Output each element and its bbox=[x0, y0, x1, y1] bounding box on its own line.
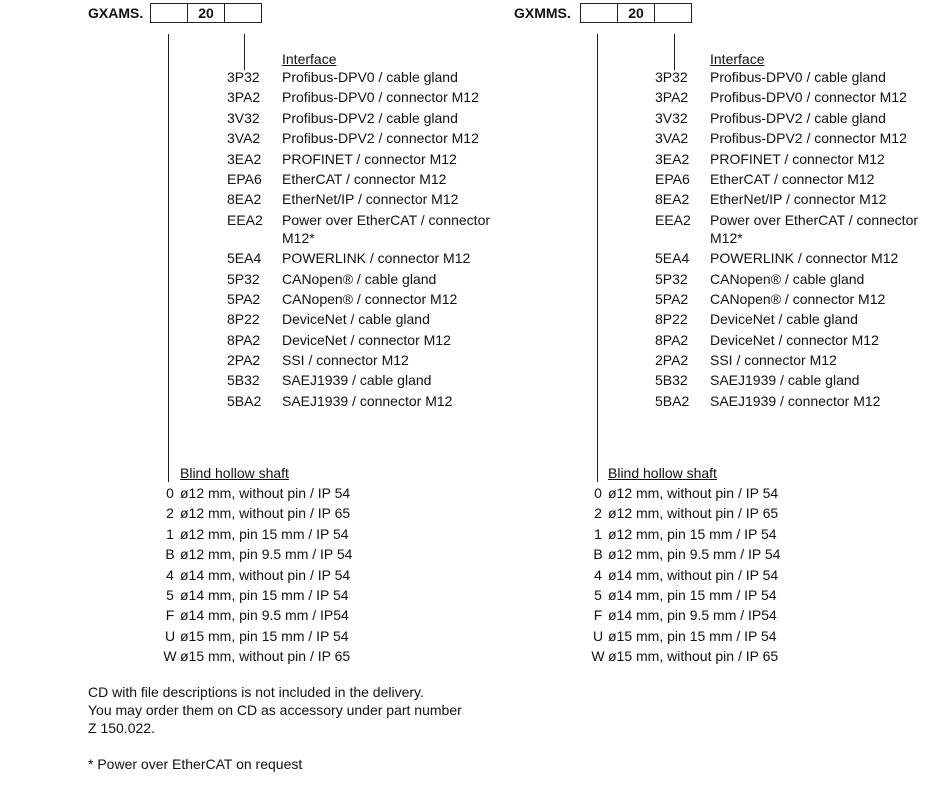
interface-option bbox=[655, 150, 920, 168]
option-code: 2 bbox=[594, 505, 602, 522]
option-desc: EtherNet/IP / connector M12 bbox=[282, 191, 459, 208]
option-code: 3VA2 bbox=[655, 130, 689, 147]
option-desc: Profibus-DPV2 / cable gland bbox=[282, 109, 458, 126]
option-desc: Profibus-DPV2 / cable gland bbox=[710, 109, 886, 126]
option-code: F bbox=[593, 607, 603, 624]
option-code: 5B32 bbox=[227, 372, 260, 389]
interface-option bbox=[655, 270, 920, 288]
option-code: 3EA2 bbox=[227, 150, 262, 167]
option-desc: ø14 mm, pin 9.5 mm / IP54 bbox=[608, 607, 777, 624]
option-code: 3P32 bbox=[227, 69, 260, 85]
option-desc: ø12 mm, pin 15 mm / IP 54 bbox=[608, 525, 777, 542]
shaft-option bbox=[588, 586, 780, 604]
option-desc: Profibus-DPV2 / connector M12 bbox=[710, 130, 907, 147]
shaft-option bbox=[160, 504, 352, 522]
order-field-2 bbox=[617, 3, 655, 23]
option-desc: CANopen® / cable gland bbox=[282, 270, 437, 287]
option-code: 5 bbox=[594, 586, 602, 603]
shaft-option bbox=[160, 545, 352, 563]
option-code: 2PA2 bbox=[227, 352, 261, 369]
option-code: U bbox=[592, 627, 604, 644]
option-code: 2PA2 bbox=[655, 352, 689, 369]
shaft-option bbox=[160, 606, 352, 624]
shaft-heading: Blind hollow shaft bbox=[608, 465, 717, 481]
option-desc: PROFINET / connector M12 bbox=[282, 150, 457, 167]
shaft-option bbox=[160, 484, 352, 502]
option-code: 3P32 bbox=[655, 69, 688, 85]
option-desc: DeviceNet / connector M12 bbox=[282, 331, 451, 348]
option-code: 8P22 bbox=[227, 311, 260, 328]
option-desc: SAEJ1939 / cable gland bbox=[710, 372, 860, 389]
option-desc: DeviceNet / connector M12 bbox=[710, 331, 879, 348]
option-code: 8PA2 bbox=[655, 331, 689, 348]
interface-option bbox=[655, 190, 920, 208]
option-desc: EtherCAT / connector M12 bbox=[710, 170, 875, 187]
option-desc: ø12 mm, without pin / IP 54 bbox=[180, 485, 351, 501]
option-code: B bbox=[165, 546, 175, 563]
option-desc: ø12 mm, pin 9.5 mm / IP 54 bbox=[180, 546, 353, 563]
option-desc: ø12 mm, without pin / IP 65 bbox=[180, 505, 351, 522]
option-code: 5EA4 bbox=[227, 250, 262, 267]
interface-option bbox=[655, 249, 920, 267]
option-desc: ø12 mm, without pin / IP 54 bbox=[608, 485, 779, 501]
option-code: EPA6 bbox=[227, 170, 262, 187]
option-code: 5 bbox=[166, 586, 174, 603]
option-desc: CANopen® / cable gland bbox=[710, 270, 865, 287]
option-desc: Profibus-DPV0 / connector M12 bbox=[282, 89, 479, 106]
option-code: W bbox=[591, 648, 605, 665]
option-code: 5P32 bbox=[655, 270, 688, 287]
option-code: 0 bbox=[594, 485, 602, 501]
option-desc: SSI / connector M12 bbox=[282, 352, 409, 369]
option-desc: Profibus-DPV0 / cable gland bbox=[710, 69, 886, 85]
shaft-option bbox=[588, 647, 780, 665]
option-code: 2 bbox=[166, 505, 174, 522]
option-desc: PROFINET / connector M12 bbox=[710, 150, 885, 167]
option-desc: ø14 mm, without pin / IP 54 bbox=[180, 566, 351, 583]
option-desc: SAEJ1939 / connector M12 bbox=[282, 392, 453, 409]
order-prefix: GXMMS. bbox=[514, 5, 571, 21]
option-desc: CANopen® / connector M12 bbox=[282, 290, 458, 307]
left-order-column bbox=[0, 0, 491, 700]
option-desc: EtherCAT / connector M12 bbox=[282, 170, 447, 187]
option-code: 1 bbox=[166, 525, 174, 542]
option-code: 3EA2 bbox=[655, 150, 690, 167]
interface-option bbox=[655, 351, 920, 369]
order-field-value: 20 bbox=[628, 5, 644, 21]
shaft-option bbox=[588, 504, 780, 522]
shaft-list bbox=[588, 464, 780, 668]
shaft-heading: Blind hollow shaft bbox=[180, 465, 289, 481]
shaft-option bbox=[588, 545, 780, 563]
order-field-3 bbox=[654, 3, 692, 23]
option-code: B bbox=[593, 546, 603, 563]
option-code: 4 bbox=[166, 566, 174, 583]
option-desc: ø12 mm, pin 15 mm / IP 54 bbox=[180, 525, 349, 542]
option-desc: Power over EtherCAT / connector M12* bbox=[710, 211, 919, 246]
shaft-option bbox=[160, 627, 352, 645]
interface-heading: Interface bbox=[710, 51, 765, 67]
option-code: W bbox=[163, 648, 177, 665]
interface-option bbox=[655, 170, 920, 188]
interface-option bbox=[655, 109, 920, 127]
option-code: 5PA2 bbox=[655, 290, 689, 307]
option-code: F bbox=[165, 607, 175, 624]
right-order-column bbox=[428, 0, 919, 700]
option-desc: Profibus-DPV0 / cable gland bbox=[282, 69, 458, 85]
order-field-3 bbox=[224, 3, 262, 23]
order-field-1 bbox=[150, 3, 188, 23]
note-line: Z 150.022. bbox=[88, 720, 155, 736]
footnote: * Power over EtherCAT on request bbox=[88, 756, 303, 772]
interface-option bbox=[655, 392, 920, 410]
option-code: 8EA2 bbox=[655, 191, 690, 208]
interface-option bbox=[655, 88, 920, 106]
option-desc: POWERLINK / connector M12 bbox=[282, 250, 471, 267]
option-code: U bbox=[164, 627, 176, 644]
option-code: 3V32 bbox=[227, 109, 260, 126]
option-code: 5BA2 bbox=[227, 392, 262, 409]
shaft-connector-line bbox=[597, 34, 598, 482]
option-desc: Power over EtherCAT / connector M12* bbox=[282, 211, 491, 246]
interface-option bbox=[655, 310, 920, 328]
option-desc: Profibus-DPV0 / connector M12 bbox=[710, 89, 907, 106]
option-desc: ø15 mm, without pin / IP 65 bbox=[608, 648, 779, 665]
option-desc: SAEJ1939 / connector M12 bbox=[710, 392, 881, 409]
option-code: 5P32 bbox=[227, 270, 260, 287]
interface-option bbox=[655, 129, 920, 147]
option-desc: ø14 mm, without pin / IP 54 bbox=[608, 566, 779, 583]
option-code: 5B32 bbox=[655, 372, 688, 389]
option-desc: CANopen® / connector M12 bbox=[710, 290, 886, 307]
option-code: 5PA2 bbox=[227, 290, 261, 307]
option-desc: ø15 mm, without pin / IP 65 bbox=[180, 648, 351, 665]
option-code: 8P22 bbox=[655, 311, 688, 328]
option-desc: ø15 mm, pin 15 mm / IP 54 bbox=[608, 627, 777, 644]
interface-option bbox=[655, 68, 920, 86]
option-desc: SAEJ1939 / cable gland bbox=[282, 372, 432, 389]
option-desc: Profibus-DPV2 / connector M12 bbox=[282, 130, 479, 147]
option-code: 3PA2 bbox=[227, 89, 261, 106]
option-desc: EtherNet/IP / connector M12 bbox=[710, 191, 887, 208]
option-code: 5BA2 bbox=[655, 392, 690, 409]
option-code: EEA2 bbox=[655, 211, 691, 228]
shaft-option bbox=[588, 606, 780, 624]
option-desc: POWERLINK / connector M12 bbox=[710, 250, 899, 267]
option-code: 4 bbox=[594, 566, 602, 583]
option-desc: SSI / connector M12 bbox=[710, 352, 837, 369]
interface-option bbox=[655, 211, 920, 247]
shaft-list bbox=[160, 464, 352, 668]
option-code: 3VA2 bbox=[227, 130, 261, 147]
option-desc: ø14 mm, pin 15 mm / IP 54 bbox=[608, 586, 777, 603]
shaft-option bbox=[160, 647, 352, 665]
option-desc: DeviceNet / cable gland bbox=[282, 311, 430, 328]
option-code: 8EA2 bbox=[227, 191, 262, 208]
delivery-notes bbox=[88, 683, 508, 773]
interface-heading: Interface bbox=[282, 51, 337, 67]
shaft-option bbox=[588, 484, 780, 502]
option-code: 8PA2 bbox=[227, 331, 261, 348]
shaft-option bbox=[160, 566, 352, 584]
shaft-connector-line bbox=[168, 34, 169, 482]
option-code: EPA6 bbox=[655, 170, 690, 187]
option-code: 1 bbox=[594, 525, 602, 542]
shaft-option bbox=[588, 566, 780, 584]
order-field-value: 20 bbox=[198, 5, 214, 21]
interface-option bbox=[655, 290, 920, 308]
shaft-option bbox=[160, 586, 352, 604]
interface-option bbox=[655, 331, 920, 349]
option-code: 3V32 bbox=[655, 109, 688, 126]
option-desc: ø15 mm, pin 15 mm / IP 54 bbox=[180, 627, 349, 644]
option-code: 5EA4 bbox=[655, 250, 690, 267]
order-field-2 bbox=[187, 3, 225, 23]
note-line: CD with file descriptions is not included in the delivery. bbox=[88, 684, 424, 700]
option-desc: ø12 mm, pin 9.5 mm / IP 54 bbox=[608, 546, 781, 563]
option-desc: DeviceNet / cable gland bbox=[710, 311, 858, 328]
note-line: You may order them on CD as accessory under part number bbox=[88, 702, 462, 718]
shaft-option bbox=[588, 525, 780, 543]
order-prefix: GXAMS. bbox=[88, 5, 144, 21]
option-code: EEA2 bbox=[227, 211, 263, 228]
order-field-1 bbox=[580, 3, 618, 23]
option-desc: ø12 mm, without pin / IP 65 bbox=[608, 505, 779, 522]
shaft-option bbox=[588, 627, 780, 645]
interface-list bbox=[655, 50, 920, 412]
option-desc: ø14 mm, pin 15 mm / IP 54 bbox=[180, 586, 349, 603]
shaft-option bbox=[160, 525, 352, 543]
interface-option bbox=[655, 371, 920, 389]
option-code: 3PA2 bbox=[655, 89, 689, 106]
option-desc: ø14 mm, pin 9.5 mm / IP54 bbox=[180, 607, 349, 624]
option-code: 0 bbox=[166, 485, 174, 501]
